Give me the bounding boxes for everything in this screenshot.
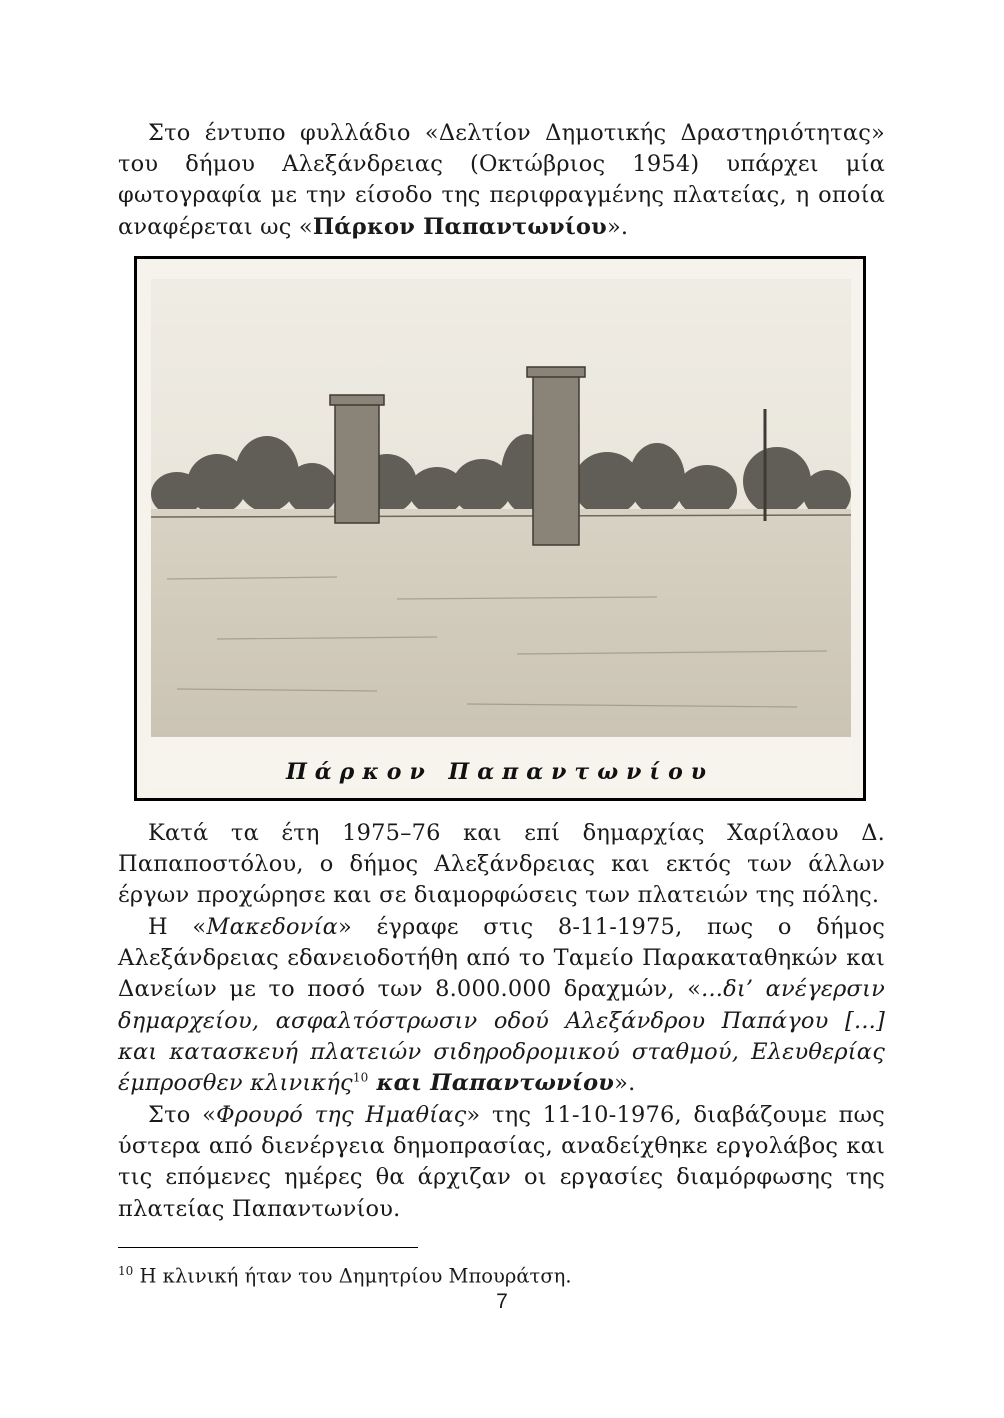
para4-open: Στο « (148, 1102, 217, 1128)
para3-body: » έγραφε στις 8-11-1975, πως ο δήμος Αλεξάνδρειας εδανειοδοτήθη από το Ταμείο Παρακαταθηκών και Δανείων με το ποσό των 8.000.000 δραχμών, « (118, 914, 886, 1003)
newspaper-frouros: Φρουρό της Ημαθίας (216, 1102, 467, 1128)
newspaper-makedonia: Μακεδονία (206, 914, 339, 940)
quote-bold: και Παπαντωνίου (368, 1070, 615, 1097)
photo-caption: Πάρκον Παπαντωνίου (285, 759, 715, 785)
intro-end: ». (606, 213, 629, 240)
para3-end: ». (614, 1070, 636, 1097)
paragraph-frouros (118, 1100, 885, 1225)
park-name-bold: Πάρκον Παπαντωνίου (312, 213, 607, 240)
page-number: 7 (496, 1290, 508, 1313)
footnote-divider (118, 1247, 418, 1248)
intro-text: Στο έντυπο φυλλάδιο «Δελτίον Δημοτικής Δραστηριότητας» του δήμου Αλεξάνδρειας (Οκτώβριος 1954) υπάρχει μία φωτογραφία με την είσοδο της περιφραγμένης πλατείας, η οποία αναφέρεται ως « (118, 120, 885, 240)
footnote-text: Η κλινική ήταν του Δημητρίου Μπουράτση. (133, 1264, 572, 1288)
footnote-number: 10 (118, 1264, 134, 1278)
paragraph-renovations-text: Κατά τα έτη 1975–76 και επί δημαρχίας Χαρίλαου Δ. Παπαποστόλου, ο δήμος Αλεξάνδρειας και εκτός των άλλων έργων προχώρησε και σε διαμορφώσεις των πλατειών της πόλης. (118, 820, 885, 909)
para3-open: Η « (148, 914, 207, 940)
para4-body: » της 11-10-1976, διαβάζουμε πως ύστερα από διενέργεια δημοπρασίας, αναδείχθηκε εργολάβος και τις επόμενες ημέρες θα άρχιζαν οι εργασίες διαμόρφωσης της πλατείας Παπαντωνίου. (118, 1102, 885, 1222)
intro-paragraph (118, 118, 885, 243)
footnote (118, 1258, 572, 1290)
quote-text: ...δι’ ανέγερσιν δημαρχείου, ασφαλτόστρωσιν οδού Αλεξάνδρου Παπάγου [...] και κατασκευή πλατειών σιδηροδρομικού σταθμού, Ελευθερίας έμπροσθεν κλινικής (118, 976, 885, 1097)
footnote-ref: 10 (352, 1070, 369, 1085)
paragraph-renovations (118, 818, 885, 912)
paragraph-makedonia (118, 912, 885, 1099)
park-photo (134, 256, 866, 801)
park-photo-image (137, 259, 863, 798)
